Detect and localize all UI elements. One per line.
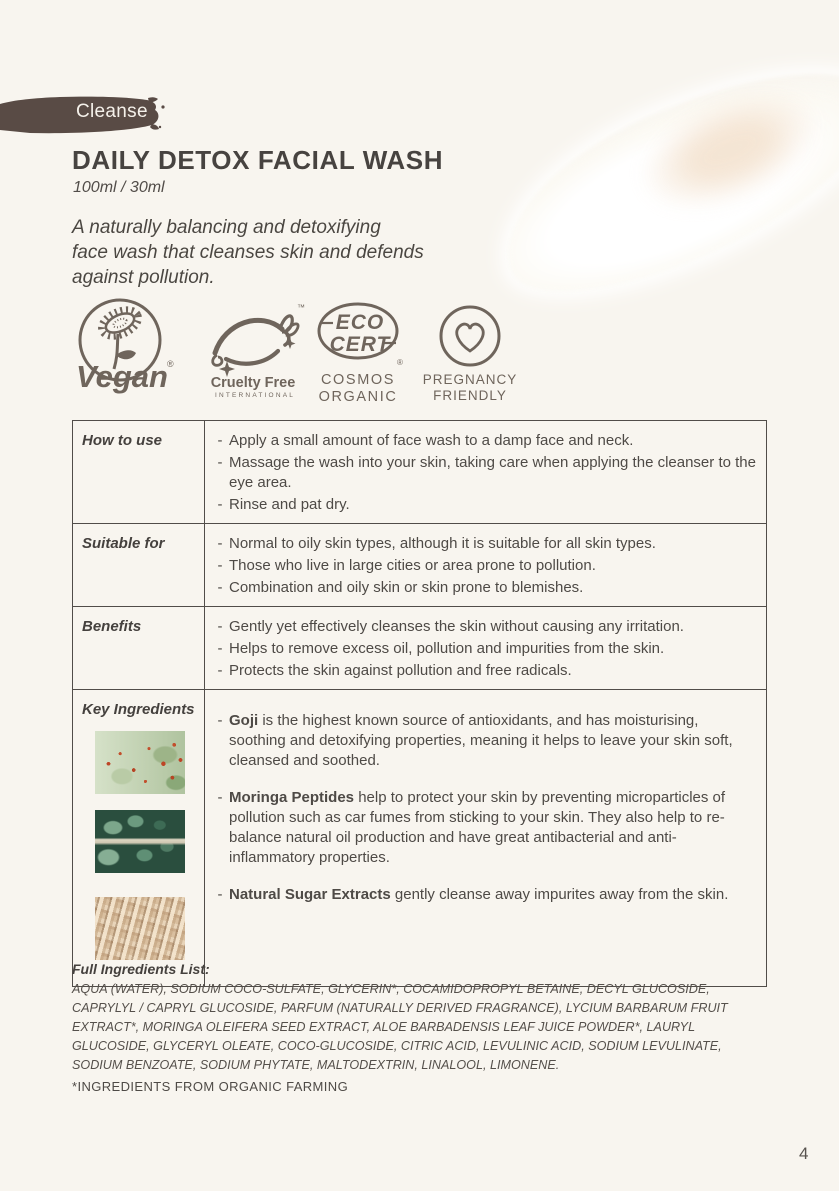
vegan-sunflower-icon bbox=[68, 294, 178, 402]
moringa-leaves-photo bbox=[95, 810, 185, 873]
category-banner bbox=[0, 94, 172, 136]
organic-farming-note: *INGREDIENTS FROM ORGANIC FARMING bbox=[72, 1079, 349, 1094]
cruelty-free-logo bbox=[202, 299, 306, 408]
row-content bbox=[205, 524, 766, 606]
cruelty-free-sublabel: INTERNATIONAL bbox=[214, 392, 296, 399]
ecocert-cosmos-organic-logo bbox=[310, 299, 408, 416]
bullet-item: - Apply a small amount of face wash to a damp face and neck. bbox=[211, 431, 756, 451]
page-number: 4 bbox=[799, 1144, 809, 1163]
cosmos-label: COSMOS bbox=[320, 372, 396, 388]
vegan-wordmark: Vegan bbox=[76, 359, 168, 394]
bullet-item: - Gently yet effectively cleanses the skin without causing any irritation. bbox=[211, 617, 756, 637]
bullet-item: - Protects the skin against pollution and free radicals. bbox=[211, 661, 756, 681]
pregnancy-label: PREGNANCY bbox=[422, 372, 518, 387]
ingredient-text: is the highest known source of antioxidants, and has moisturising, soothing and detoxifying properties, meaning it helps to leave your skin soft, cleansed and soothed. bbox=[229, 712, 733, 769]
table-row-suitable-for bbox=[73, 523, 766, 606]
vegan-logo bbox=[68, 294, 178, 407]
goji-berries-photo bbox=[95, 731, 185, 794]
product-info-table bbox=[72, 420, 767, 987]
trademark-mark: ™ bbox=[297, 303, 305, 312]
bullet-item: - Normal to oily skin types, although it is suitable for all skin types. bbox=[211, 534, 756, 554]
ingredient-paragraph bbox=[211, 885, 756, 905]
product-sizes: 100ml / 30ml bbox=[73, 179, 165, 196]
row-label: Benefits bbox=[73, 607, 205, 689]
row-content bbox=[205, 421, 766, 523]
eco-text: ECO bbox=[335, 311, 385, 334]
description-line: against pollution. bbox=[72, 267, 215, 288]
table-row-benefits bbox=[73, 606, 766, 689]
ingredient-name: Natural Sugar Extracts bbox=[229, 886, 391, 903]
row-content bbox=[205, 690, 766, 986]
row-label: How to use bbox=[73, 421, 205, 523]
friendly-label: FRIENDLY bbox=[433, 388, 507, 403]
pregnancy-friendly-logo bbox=[420, 302, 522, 413]
ecocert-badge-icon bbox=[310, 299, 408, 411]
cruelty-free-label: Cruelty Free bbox=[210, 375, 296, 391]
category-tab-label: Cleanse bbox=[76, 101, 148, 122]
ingredient-text: gently cleanse away impurites away from the skin. bbox=[390, 886, 729, 903]
full-ingredients-section bbox=[72, 961, 772, 1094]
full-ingredients-text: AQUA (WATER), SODIUM COCO-SULFATE, GLYCERIN*, COCAMIDOPROPYL BETAINE, DECYL GLUCOSIDE, CAPRYLYL / CAPRYL GLUCOSIDE, PARFUM (NATURALLY DERIVED FRAGRANCE), LYCIUM BARBARUM FRUIT EXTRACT*, MORINGA OLEIFERA SEED EXTRACT, ALOE BARBADENSIS LEAF JUICE POWDER*, LAURYL GLUCOSIDE, GLYCERYL OLEATE, COCO-GLUCOSIDE, CITRIC ACID, LEVULINIC ACID, SODIUM LEVULINATE, SODIUM BENZOATE, SODIUM PHYTATE, MALTODEXTRIN, LINALOOL, LIMONENE. bbox=[72, 982, 728, 1072]
cert-text: CERT bbox=[329, 333, 391, 356]
row-content bbox=[205, 607, 766, 689]
description-line: face wash that cleanses skin and defends bbox=[72, 242, 424, 263]
bullet-item: - Helps to remove excess oil, pollution and impurities from the skin. bbox=[211, 639, 756, 659]
description-line: A naturally balancing and detoxifying bbox=[72, 217, 381, 238]
ingredient-paragraph bbox=[211, 788, 756, 868]
bullet-item: - Massage the wash into your skin, taking care when applying the cleanser to the eye area. bbox=[211, 453, 756, 493]
ingredient-paragraph bbox=[211, 711, 756, 771]
organic-label: ORGANIC bbox=[318, 389, 398, 405]
registered-mark: ® bbox=[397, 358, 403, 367]
product-description bbox=[72, 215, 424, 290]
full-ingredients-heading: Full Ingredients List: bbox=[72, 961, 210, 977]
bullet-item: - Rinse and pat dry. bbox=[211, 495, 756, 515]
ingredient-images bbox=[82, 731, 200, 960]
row-label: Suitable for bbox=[73, 524, 205, 606]
row-label-cell bbox=[73, 690, 205, 986]
table-row-how-to-use bbox=[73, 421, 766, 523]
leaping-bunny-icon bbox=[202, 299, 306, 403]
bullet-item: - Those who live in large cities or area prone to pollution. bbox=[211, 556, 756, 576]
registered-mark: ® bbox=[167, 359, 174, 369]
smear-tint bbox=[623, 67, 837, 233]
bullet-item: - Combination and oily skin or skin prone to blemishes. bbox=[211, 578, 756, 598]
smear-blob bbox=[477, 33, 839, 327]
ingredient-name: Moringa Peptides bbox=[229, 789, 355, 806]
ingredient-text: help to protect your skin by preventing microparticles of pollution such as car fumes from sticking to your skin. They also help to re-balance natural oil production and have great antibacterial and anti-inflammatory properties. bbox=[229, 789, 726, 866]
row-label: Key Ingredients bbox=[82, 701, 195, 718]
ingredient-name: Goji bbox=[229, 712, 259, 729]
heart-circle-icon bbox=[420, 302, 522, 408]
page-title: DAILY DETOX FACIAL WASH bbox=[72, 145, 444, 175]
brown-sugar-texture-photo bbox=[95, 897, 185, 960]
facial-wash-smear-photo bbox=[455, 60, 839, 300]
table-row-key-ingredients bbox=[73, 689, 766, 986]
